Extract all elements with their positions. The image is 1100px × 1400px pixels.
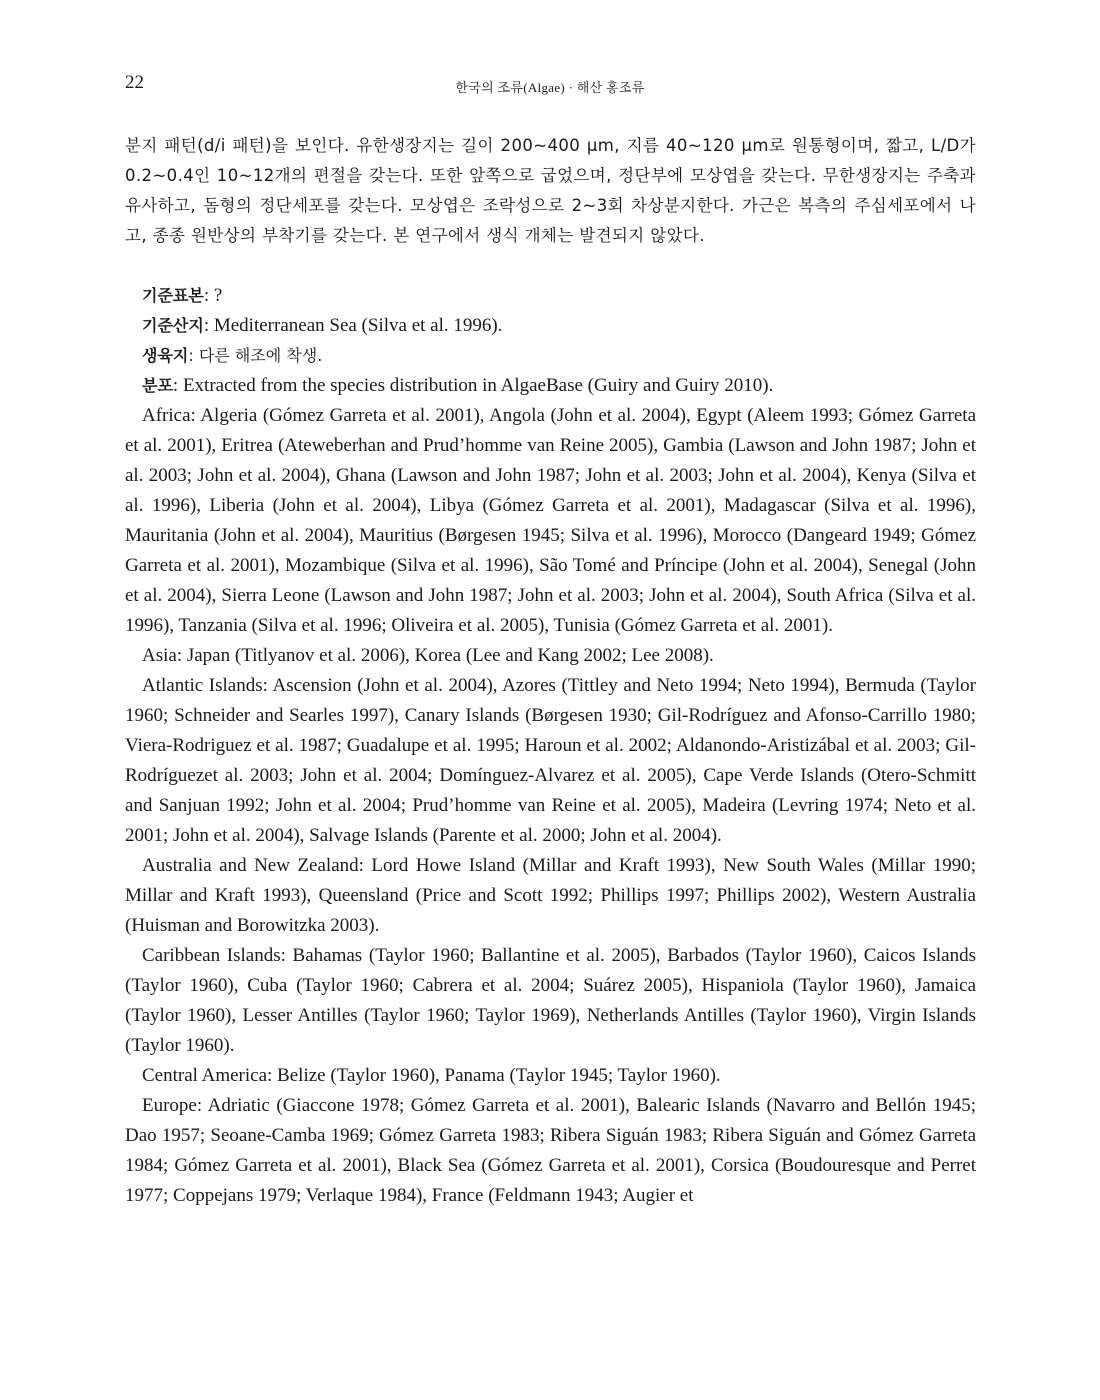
- type-specimen-label: 기준표본: [142, 286, 204, 305]
- type-locality-value: : Mediterranean Sea (Silva et al. 1996).: [203, 315, 503, 336]
- running-header: 한국의 조류(Algae) · 해산 홍조류: [455, 80, 645, 95]
- habitat-value: : 다른 해조에 착생.: [188, 346, 323, 365]
- type-specimen-value: : ?: [203, 285, 223, 306]
- description-paragraph: 분지 패턴(d/i 패턴)을 보인다. 유한생장지는 길이 200~400 μm, 지름 40~120 μm로 원통형이며, 짧고, L/D가 0.2~0.4인 10~12개의 편절을 갖는다. 또한 앞쪽으로 굽었으며, 정단부에 모상엽을 갖는다. 무한생장지는 주축과 유사하고, 돔형의 정단세포를 갖는다. 모상엽은 조락성으로 2~3회 차상분지한다. 가근은 복측의 주심세포에서 나고, 종종 원반상의 부착기를 갖는다. 본 연구에서 생식 개체는 발견되지 않았다.: [125, 136, 976, 245]
- region-paragraph-central-america: Central America: Belize (Taylor 1960), Panama (Taylor 1945; Taylor 1960).: [142, 1065, 721, 1086]
- type-specimen-line: [125, 281, 976, 311]
- habitat-line: [125, 341, 976, 371]
- distribution-label: 분포: [142, 376, 173, 395]
- page-number: 22: [125, 72, 144, 93]
- region-paragraph-atlantic-islands: Atlantic Islands: Ascension (John et al. 2004), Azores (Tittley and Neto 1994; Neto 1994), Bermuda (Taylor 1960; Schneider and Searles 1997), Canary Islands (Børgesen 1930; Gil-Rodríguez and Afonso-Carrillo 1980; Viera-Rodriguez et al. 1987; Guadalupe et al. 1995; Haroun et al. 2002; Aldanondo-Aristizábal et al. 2003; Gil-Rodríguezet al. 2003; John et al. 2004; Domínguez-Alvarez et al. 2005), Cape Verde Islands (Otero-Schmitt and Sanjuan 1992; John et al. 2004; Prud’homme van Reine et al. 2005), Madeira (Levring 1974; Neto et al. 2001; John et al. 2004), Salvage Islands (Parente et al. 2000; John et al. 2004).: [125, 675, 976, 846]
- body-text: [125, 131, 976, 1211]
- type-locality-label: 기준산지: [142, 316, 204, 335]
- habitat-label: 생육지: [142, 346, 189, 365]
- region-paragraph-australia-nz: Australia and New Zealand: Lord Howe Island (Millar and Kraft 1993), New South Wales (Millar 1990; Millar and Kraft 1993), Queensland (Price and Scott 1992; Phillips 1997; Phillips 2002), Western Australia (Huisman and Borowitzka 2003).: [125, 855, 976, 936]
- region-paragraph-asia: Asia: Japan (Titlyanov et al. 2006), Korea (Lee and Kang 2002; Lee 2008).: [142, 645, 714, 666]
- distribution-line: [125, 371, 976, 401]
- type-locality-line: [125, 311, 976, 341]
- region-paragraph-africa: Africa: Algeria (Gómez Garreta et al. 2001), Angola (John et al. 2004), Egypt (Aleem 1993; Gómez Garreta et al. 2001), Eritrea (Ateweberhan and Prud’homme van Reine 2005), Gambia (Lawson and John 1987; John et al. 2003; John et al. 2004), Ghana (Lawson and John 1987; John et al. 2003; John et al. 2004), Kenya (Silva et al. 1996), Liberia (John et al. 2004), Libya (Gómez Garreta et al. 2001), Madagascar (Silva et al. 1996), Mauritania (John et al. 2004), Mauritius (Børgesen 1945; Silva et al. 1996), Morocco (Dangeard 1949; Gómez Garreta et al. 2001), Mozambique (Silva et al. 1996), São Tomé and Príncipe (John et al. 2004), Senegal (John et al. 2004), Sierra Leone (Lawson and John 1987; John et al. 2003; John et al. 2004), South Africa (Silva et al. 1996), Tanzania (Silva et al. 1996; Oliveira et al. 2005), Tunisia (Gómez Garreta et al. 2001).: [125, 405, 976, 636]
- species-fields: [125, 281, 976, 401]
- distribution-value: : Extracted from the species distribution in AlgaeBase (Guiry and Guiry 2010).: [172, 375, 774, 396]
- region-paragraph-caribbean: Caribbean Islands: Bahamas (Taylor 1960; Ballantine et al. 2005), Barbados (Taylor 1960), Caicos Islands (Taylor 1960), Cuba (Taylor 1960; Cabrera et al. 2004; Suárez 2005), Hispaniola (Taylor 1960), Jamaica (Taylor 1960), Lesser Antilles (Taylor 1960; Taylor 1969), Netherlands Antilles (Taylor 1960), Virgin Islands (Taylor 1960).: [125, 945, 976, 1056]
- region-paragraph-europe: Europe: Adriatic (Giaccone 1978; Gómez Garreta et al. 2001), Balearic Islands (Navarro and Bellón 1945; Dao 1957; Seoane-Camba 1969; Gómez Garreta 1983; Ribera Siguán 1983; Ribera Siguán and Gómez Garreta 1984; Gómez Garreta et al. 2001), Black Sea (Gómez Garreta et al. 2001), Corsica (Boudouresque and Perret 1977; Coppejans 1979; Verlaque 1984), France (Feldmann 1943; Augier et: [125, 1095, 976, 1206]
